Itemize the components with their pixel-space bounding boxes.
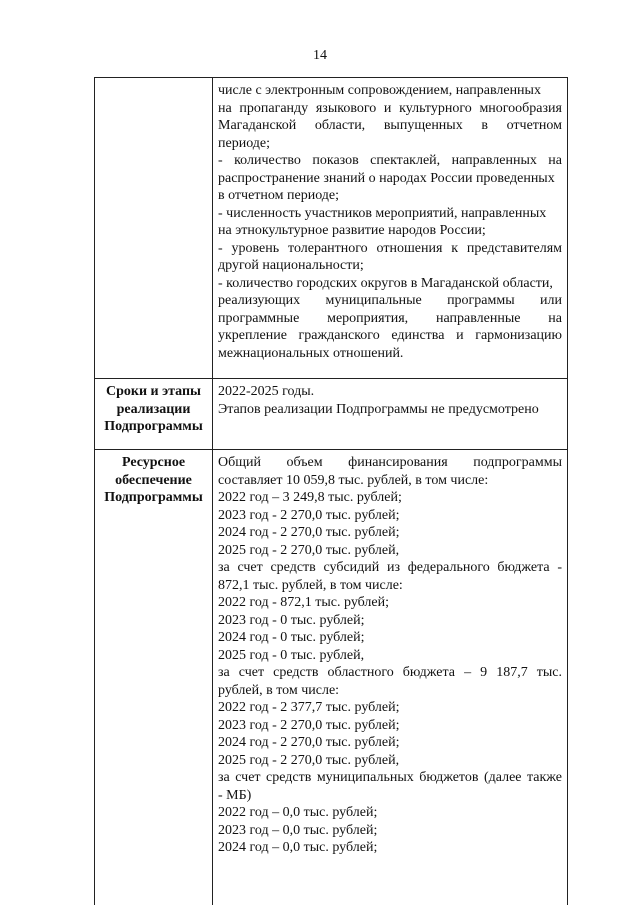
row-label: Ресурсное обеспечение Подпрограммы [104,455,203,505]
text-line: Этапов реализации Подпрограммы не предусмотрено [218,401,539,417]
text-line: 2024 год - 2 270,0 тыс. рублей; [218,525,400,540]
row-label-cell [95,379,213,450]
text-line: за счет средств областного бюджета – 9 187,7 тыс. [218,665,562,680]
row-label-cell [95,78,213,379]
text-line: периоде; [218,135,271,151]
text-line: на этнокультурное развитие народов России; [218,223,486,238]
text-line: 2023 год - 2 270,0 тыс. рублей; [218,717,400,733]
passport-table [94,77,568,905]
row-label: Сроки и этапы реализации Подпрограммы [104,384,203,434]
table-row [95,78,568,379]
text-line: 2022 год – 3 249,8 тыс. рублей; [218,490,402,505]
text-line: Магаданской области, выпущенных в отчетном [218,118,562,133]
text-line: другой национальности; [218,258,364,273]
text-line: 2022 год – 0,0 тыс. рублей; [218,805,378,820]
row-content-cell [213,379,568,450]
text-line: распространение знаний о народах России проведенных [218,170,555,186]
table-row [95,379,568,450]
text-line: 2025 год - 2 270,0 тыс. рублей, [218,542,400,558]
text-line: числе с электронным сопровождением, направленных [218,83,541,98]
text-line: - МБ) [218,787,252,803]
text-line: 2024 год – 0,0 тыс. рублей; [218,840,378,855]
text-line: 2024 год - 2 270,0 тыс. рублей; [218,735,400,750]
row-content-cell [213,450,568,905]
text-line: 872,1 тыс. рублей, в том числе: [218,577,403,593]
table-row [95,450,568,905]
text-line: программные мероприятия, направленные на [218,310,562,326]
text-line: 2022-2025 годы. [218,384,315,399]
text-line: 2023 год – 0,0 тыс. рублей; [218,822,378,838]
text-line: 2023 год - 0 тыс. рублей; [218,612,365,628]
text-line: реализующих муниципальные программы или [218,293,562,308]
text-line: - численность участников мероприятий, направленных [218,205,547,221]
text-line: в отчетном периоде; [218,188,340,203]
text-line: 2022 год - 2 377,7 тыс. рублей; [218,700,400,715]
row-label-cell [95,450,213,905]
text-line: 2023 год - 2 270,0 тыс. рублей; [218,507,400,523]
text-line: 2022 год - 872,1 тыс. рублей; [218,595,390,610]
text-line: - уровень толерантного отношения к представителям [218,240,562,256]
text-line: межнациональных отношений. [218,345,404,361]
text-line: 2025 год - 2 270,0 тыс. рублей, [218,752,400,768]
row-content-cell [213,78,568,379]
text-line: Общий объем финансирования подпрограммы [218,455,562,470]
page-number: 14 [313,48,327,63]
text-line: - количество городских округов в Магаданской области, [218,275,553,291]
text-line: рублей, в том числе: [218,682,340,698]
text-line: 2024 год - 0 тыс. рублей; [218,630,365,645]
text-line: укрепление гражданского единства и гармонизацию [218,328,562,343]
text-line: составляет 10 059,8 тыс. рублей, в том числе: [218,472,489,488]
text-line: за счет средств муниципальных бюджетов (далее также [218,770,562,785]
text-line: - количество показов спектаклей, направленных на [218,153,562,168]
text-line: 2025 год - 0 тыс. рублей, [218,647,365,663]
text-line: за счет средств субсидий из федерального бюджета - [218,560,562,575]
text-line: на пропаганду языкового и культурного многообразия [218,100,562,116]
